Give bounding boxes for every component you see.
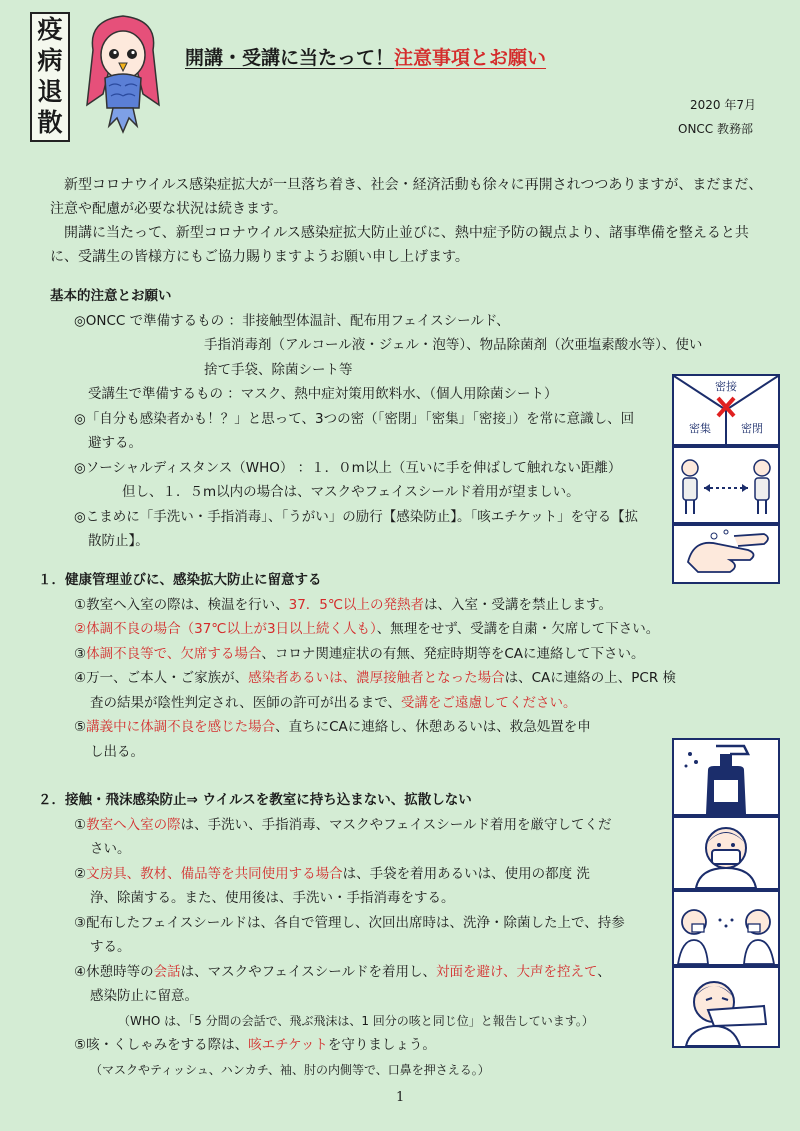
- badge-ekibyo-taisan: [30, 12, 70, 142]
- item-text: ④万一、ご本人・ご家族が、: [74, 670, 249, 686]
- social-distance-pictogram: [672, 446, 780, 524]
- item-highlight: 感染者あるいは、濃厚接触者となった場合: [248, 670, 505, 686]
- amabie-mascot-illustration: [73, 10, 173, 142]
- section-2-item-5-note: （マスクやティッシュ、ハンカチ、袖、肘の内側等で、口鼻を押さえる。）: [90, 1062, 490, 1077]
- item-highlight: 体調不良の場合（37℃以上が3日以上続く人も）: [86, 621, 377, 637]
- section-2-item-1: [38, 813, 678, 838]
- item-text: ⑤咳・くしゃみをする際は、: [74, 1037, 249, 1053]
- item-highlight: 会話: [153, 963, 181, 980]
- section-1-heading: １．健康管理並びに、感染拡大防止に留意する: [38, 572, 322, 588]
- section-2-heading: ２．接触・飛沫感染防止⇒ ウイルスを教室に持ち込まない、拡散しない: [38, 792, 472, 808]
- oncc-prep-line-1: ◎ONCC で準備するもの ：非接触型体温計、配布用フェイスシールド、: [74, 312, 510, 329]
- item-text: は、マスクやフェイスシールドを着用し、: [180, 963, 437, 980]
- item-number: ②: [74, 621, 87, 637]
- item-text: は、手袋を着用あるいは、使用の都度 洗: [342, 865, 590, 882]
- page-title: [185, 43, 546, 70]
- section-1-item-5-cont: し出る。: [90, 743, 144, 760]
- student-prep-line: 受講生で準備するもの ：マスク、熱中症対策用飲料水、（個人用除菌シート）: [88, 386, 558, 402]
- item-highlight: 体調不良等で、欠席する場合: [86, 645, 262, 662]
- mitsu-label-top: 密接: [715, 380, 737, 393]
- section-1-item-5: [38, 715, 763, 740]
- section-2-item-1-cont: さい。: [90, 841, 131, 857]
- item-text: 査の結果が陰性判定され、医師の許可が出るまで、: [90, 694, 402, 711]
- item-text: は、CAに連絡の上、PCR 検: [504, 670, 677, 686]
- item-highlight: 教室へ入室の際: [86, 816, 181, 833]
- wear-mask-pictogram: [672, 816, 780, 890]
- cough-etiquette-pictogram: [672, 966, 780, 1048]
- hand-wash-line-1: ◎こまめに「手洗い・手指消毒」、「うがい」の励行【感染防止】。「咳エチケット」を守る【拡: [74, 508, 639, 525]
- item-highlight: 咳エチケット: [248, 1037, 328, 1053]
- section-2-item-2: [38, 862, 678, 887]
- social-distance-line-1: ◎ソーシャルディスタンス（WHO） ：１．０m以上（互いに手を伸ばして触れない距離）: [74, 459, 622, 476]
- item-number: ②: [74, 865, 87, 882]
- item-text: 、コロナ関連症状の有無、発症時期等をCAに連絡して下さい。: [261, 645, 645, 662]
- basic-heading: 基本的注意とお願い: [50, 288, 172, 304]
- issue-date: 2020 年7月: [690, 98, 756, 112]
- badge-char: 退: [37, 77, 63, 106]
- mitsu-label-right: 密閉: [741, 422, 763, 435]
- section-2-item-4-cont: 感染防止に留意。: [90, 988, 198, 1004]
- item-text: 、直ちにCAに連絡し、休憩あるいは、救急処置を申: [275, 719, 591, 735]
- item-number: ③: [74, 645, 87, 662]
- badge-char: 散: [37, 108, 63, 137]
- section-2-item-5: [38, 1033, 678, 1058]
- item-highlight: 講義中に体調不良を感じた場合: [86, 719, 276, 735]
- item-highlight: 対面を避け、大声を控えて: [436, 963, 598, 980]
- intro-text: [50, 173, 765, 269]
- section-1-item-2: [38, 617, 763, 642]
- section-1-item-3: [38, 642, 763, 667]
- title-part-2: 注意事項とお願い: [394, 47, 547, 69]
- item-number: ⑤: [74, 719, 87, 735]
- section-1: [38, 568, 763, 764]
- item-highlight: 文房具、教材、備品等を共同使用する場合: [86, 865, 343, 882]
- item-number: ①: [74, 816, 87, 833]
- item-text: ④休憩時等の: [74, 963, 154, 980]
- issuing-department: ONCC 教務部: [678, 122, 753, 136]
- section-2-item-2-cont: 浄、除菌する。また、使用後は、手洗い・手指消毒をする。: [90, 890, 455, 906]
- section-2: [38, 788, 678, 1082]
- intro-paragraph-1: 新型コロナウイルス感染症拡大が一旦落ち着き、社会・経済活動も徐々に再開されつつありますが、まだまだ、注意や配慮が必要な状況は続きます。: [50, 177, 763, 217]
- section-1-item-4-cont: [38, 691, 763, 716]
- badge-char: 病: [37, 46, 63, 75]
- mitsu-label-left: 密集: [689, 422, 711, 435]
- item-text: は、入室・受講を禁止します。: [424, 596, 612, 613]
- sanitizer-pump-pictogram: [672, 738, 780, 816]
- three-cs-line-1: ◎「自分も感染者かも！？」と思って、3つの密（「密閉」「密集」「密接」）を常に意識し、回: [74, 410, 635, 427]
- item-text: は、手洗い、手指消毒、マスクやフェイスシールド着用を厳守してくだ: [180, 816, 612, 833]
- social-distance-line-2: 但し、１．５m以内の場合は、マスクやフェイスシールド着用が望ましい。: [122, 484, 580, 500]
- three-cs-pictogram: [672, 374, 780, 446]
- page-number: 1: [396, 1090, 405, 1105]
- basic-notes-section: [50, 284, 703, 554]
- intro-paragraph-2: 開講に当たって、新型コロナウイルス感染症拡大防止並びに、熱中症予防の観点より、諸事準備を整えると共に、受講生の皆様方にもご協力賜りますようお願い申し上げます。: [50, 225, 749, 265]
- hand-wash-line-2: 散防止】。: [88, 533, 149, 549]
- section-2-item-3: ③配布したフェイスシールドは、各自で管理し、次回出席時は、洗浄・除菌した上で、持参: [74, 914, 625, 931]
- section-1-item-4: [38, 666, 763, 691]
- hand-washing-pictogram: [672, 524, 780, 584]
- item-text: ①教室へ入室の際は、検温を行い、: [74, 596, 289, 613]
- item-highlight: 受講をご遠慮してください。: [401, 694, 577, 711]
- no-face-to-face-talk-pictogram: [672, 890, 780, 966]
- title-part-1: 開講・受講に当たって！: [185, 47, 395, 69]
- oncc-prep-line-3: 捨て手袋、除菌シート等: [204, 361, 353, 378]
- section-2-item-3-cont: する。: [90, 939, 131, 955]
- section-2-item-4-note: （WHO は、「5 分間の会話で、飛ぶ飛沫は、1 回分の咳と同じ位」と報告しています。）: [118, 1013, 594, 1028]
- item-highlight: 37．5℃以上の発熱者: [288, 596, 425, 613]
- section-2-item-4: [38, 960, 678, 985]
- item-text: 、: [597, 963, 611, 980]
- item-text: 、無理をせず、受講を自粛・欠席して下さい。: [376, 621, 660, 637]
- section-1-item-1: [38, 593, 763, 618]
- oncc-prep-line-2: 手指消毒剤（アルコール液・ジェル・泡等）、物品除菌剤（次亜塩素酸水等）、使い: [204, 337, 703, 353]
- badge-char: 疫: [37, 15, 63, 44]
- three-cs-line-2: 避する。: [88, 435, 142, 451]
- item-text: を守りましょう。: [327, 1037, 436, 1053]
